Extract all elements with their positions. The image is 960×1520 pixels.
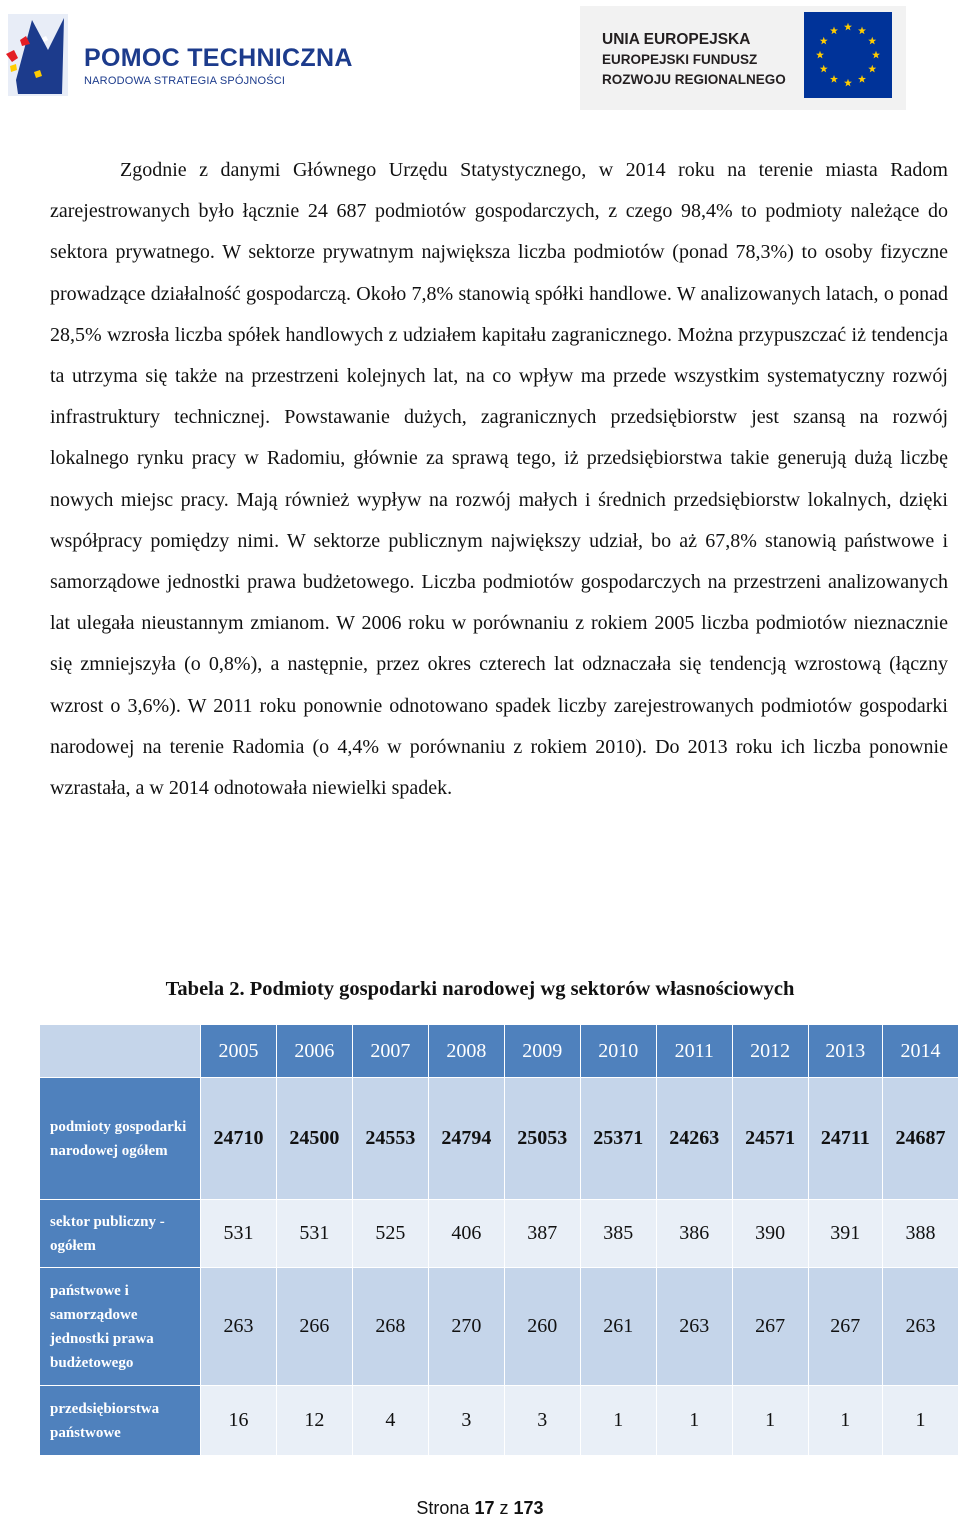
table-row xyxy=(40,1267,958,1385)
table-header-row xyxy=(40,1025,958,1077)
row-label: przedsiębiorstwa państwowe xyxy=(40,1385,200,1455)
table-cell: 24553 xyxy=(352,1077,428,1199)
table-cell: 12 xyxy=(276,1385,352,1455)
data-table xyxy=(40,1025,958,1455)
table-cell: 267 xyxy=(808,1267,882,1385)
page-total: 173 xyxy=(513,1498,544,1518)
table-cell: 385 xyxy=(580,1199,656,1267)
table-cell: 263 xyxy=(656,1267,732,1385)
table-cell: 390 xyxy=(732,1199,808,1267)
table-cell: 1 xyxy=(808,1385,882,1455)
table-cell: 1 xyxy=(580,1385,656,1455)
table-cell: 266 xyxy=(276,1267,352,1385)
table-cell: 388 xyxy=(882,1199,958,1267)
table-cell: 267 xyxy=(732,1267,808,1385)
table-cell: 1 xyxy=(882,1385,958,1455)
table-cell: 24571 xyxy=(732,1077,808,1199)
table-cell: 24263 xyxy=(656,1077,732,1199)
pomoc-techniczna-logo xyxy=(4,10,353,100)
table-cell: 24500 xyxy=(276,1077,352,1199)
table-cell: 531 xyxy=(276,1199,352,1267)
table-cell: 391 xyxy=(808,1199,882,1267)
logo-title: POMOC TECHNICZNA xyxy=(84,44,353,72)
table-cell: 263 xyxy=(882,1267,958,1385)
table-cell: 24710 xyxy=(200,1077,276,1199)
table-row xyxy=(40,1077,958,1199)
table-cell: 1 xyxy=(732,1385,808,1455)
eu-flag-icon xyxy=(804,12,892,98)
year-header: 2007 xyxy=(352,1025,428,1077)
eu-logo-line1: UNIA EUROPEJSKA xyxy=(602,31,751,48)
table-cell: 24711 xyxy=(808,1077,882,1199)
table-cell: 260 xyxy=(504,1267,580,1385)
year-header: 2012 xyxy=(732,1025,808,1077)
table-cell: 387 xyxy=(504,1199,580,1267)
row-label: państwowe i samorządowe jednostki prawa budżetowego xyxy=(40,1267,200,1385)
table-cell: 4 xyxy=(352,1385,428,1455)
body-paragraph: Zgodnie z danymi Głównego Urzędu Statystycznego, w 2014 roku na terenie miasta Radom zarejestrowanych było łącznie 24 687 podmiotów gospodarczych, z czego 98,4% to podmioty należące do sektora prywatnego. W sektorze prywatnym największa liczba podmiotów (ponad 78,3%) to osoby fizyczne prowadzące działalność gospodarczą. Około 7,8% stanowią spółki handlowe. W analizowanych latach, o ponad 28,5% wzrosła liczba spółek handlowych z udziałem kapitału zagranicznego. Można przypuszczać iż tendencja ta utrzyma się także na przestrzeni kolejnych lat, na co wpływ ma przede wszystkim systematyczny rozwój infrastruktury technicznej. Powstawanie dużych, zagranicznych przedsiębiorstw jest szansą na rozwój lokalnego rynku pracy w Radomiu, głównie za sprawą tego, iż przedsiębiorstwa takie generują dużą liczbę nowych miejsc pracy. Mają również wypływ na rozwój małych i średnich przedsiębiorstw lokalnych, dzięki współpracy pomiędzy nimi. W sektorze publicznym największy udział, bo aż 67,8% stanowią państwowe i samorządowe jednostki prawa budżetowego. Liczba podmiotów gospodarczych na przestrzeni analizowanych lat ulegała nieustannym zmianom. W 2006 roku w porównaniu z rokiem 2005 liczba podmiotów nieznacznie się zmniejszyła (o 0,8%), a następnie, przez okres czterech lat odznaczała się tendencją wzrostową (łączny wzrost o 3,6%). W 2011 roku ponownie odnotowano spadek liczby zarejestrowanych podmiotów gospodarki narodowej na terenie Radomia (o 4,4% w porównaniu z rokiem 2010). Do 2013 roku ich liczba ponownie wzrastała, a w 2014 odnotowała niewielki spadek. xyxy=(50,159,948,800)
table-cell: 406 xyxy=(428,1199,504,1267)
logo-subtitle: NARODOWA STRATEGIA SPÓJNOŚCI xyxy=(84,75,286,87)
page-prefix: Strona xyxy=(416,1498,470,1518)
table-cell: 25053 xyxy=(504,1077,580,1199)
eu-logo-text xyxy=(602,30,786,90)
table-cell: 3 xyxy=(504,1385,580,1455)
eu-logo xyxy=(580,6,906,110)
year-header: 2009 xyxy=(504,1025,580,1077)
year-header: 2011 xyxy=(656,1025,732,1077)
table-caption: Tabela 2. Podmioty gospodarki narodowej wg sektorów własnościowych xyxy=(165,978,795,1000)
table-cell: 263 xyxy=(200,1267,276,1385)
table-row xyxy=(40,1199,958,1267)
year-header: 2013 xyxy=(808,1025,882,1077)
table-cell: 16 xyxy=(200,1385,276,1455)
table-cell: 24687 xyxy=(882,1077,958,1199)
pomoc-techniczna-emblem-icon xyxy=(4,10,76,98)
year-header: 2010 xyxy=(580,1025,656,1077)
year-header: 2005 xyxy=(200,1025,276,1077)
table-cell: 1 xyxy=(656,1385,732,1455)
page-sep: z xyxy=(499,1498,509,1518)
eu-logo-line3: ROZWOJU REGIONALNEGO xyxy=(602,72,786,87)
table-cell: 270 xyxy=(428,1267,504,1385)
table-cell: 386 xyxy=(656,1199,732,1267)
year-header: 2006 xyxy=(276,1025,352,1077)
table-cell: 268 xyxy=(352,1267,428,1385)
row-label: podmioty gospodarki narodowej ogółem xyxy=(40,1077,200,1199)
table-cell: 24794 xyxy=(428,1077,504,1199)
table-cell: 25371 xyxy=(580,1077,656,1199)
table-corner-cell xyxy=(40,1025,200,1077)
eu-logo-line2: EUROPEJSKI FUNDUSZ xyxy=(602,52,758,67)
page-number xyxy=(0,1498,960,1519)
table-cell: 525 xyxy=(352,1199,428,1267)
year-header: 2014 xyxy=(882,1025,958,1077)
table-cell: 3 xyxy=(428,1385,504,1455)
table-cell: 531 xyxy=(200,1199,276,1267)
table-row xyxy=(40,1385,958,1455)
table-cell: 261 xyxy=(580,1267,656,1385)
row-label: sektor publiczny - ogółem xyxy=(40,1199,200,1267)
page-current: 17 xyxy=(474,1498,495,1518)
year-header: 2008 xyxy=(428,1025,504,1077)
